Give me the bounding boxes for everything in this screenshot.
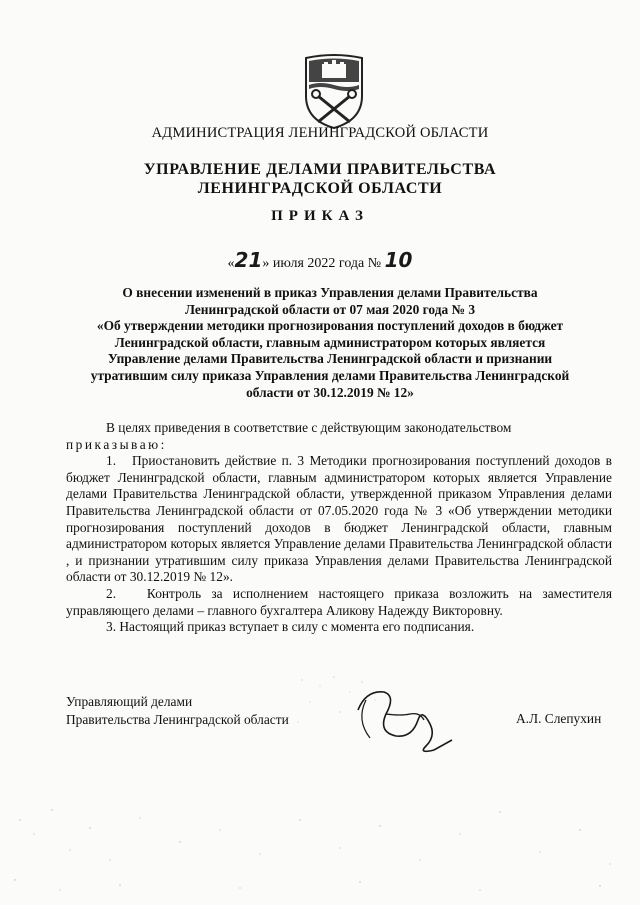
open-quote: « [227, 256, 235, 271]
scan-noise [290, 672, 390, 732]
close-quote: » [262, 256, 270, 271]
order-day-handwritten: 21 [234, 248, 263, 272]
coat-of-arms-emblem [300, 52, 368, 130]
subject-line: Ленинградской области, главным администратором которых является [114, 334, 546, 350]
body-intro: В целях приведения в соответствие с действующим законодательством [106, 420, 512, 435]
signatory-name: А.Л. Слепухин [516, 711, 602, 726]
subject-line: О внесении изменений в приказ Управления делами Правительства [122, 285, 538, 300]
body-directive: приказываю: [66, 436, 167, 452]
department-title-line1: УПРАВЛЕНИЕ ДЕЛАМИ ПРАВИТЕЛЬСТВА [143, 161, 497, 178]
order-body [66, 420, 612, 636]
subject-line: области от 30.12.2019 № 12» [246, 384, 414, 400]
order-number-handwritten: 10 [384, 248, 413, 272]
body-item-2: 2. Контроль за исполнением настоящего приказа возложить на заместителя управляющего делами – главного бухгалтера Аликову Надежду Викторовну. [66, 585, 612, 618]
document-type-heading: ПРИКАЗ [271, 208, 369, 224]
administration-title: АДМИНИСТРАЦИЯ ЛЕНИНГРАДСКОЙ ОБЛАСТИ [151, 125, 489, 141]
subject-line: утратившим силу приказа Управления делами Правительства Ленинградской [90, 367, 570, 383]
body-item-3: 3. Настоящий приказ вступает в силу с момента его подписания. [106, 619, 475, 635]
department-title [0, 160, 640, 198]
subject-line: Ленинградской области от 07 мая 2020 года № 3 [184, 301, 476, 317]
subject-line: Управление делами Правительства Ленинградской области и признании [107, 351, 553, 367]
order-date-number [0, 248, 640, 272]
body-item-1: 1. Приостановить действие п. 3 Методики прогнозирования поступлений доходов в бюджет Ленинградской области, главным администратором которых является Управление делами Правительства Ленинградской области, утвержденной приказом Управления делами Правительства Ленинградской области от 07.05.2020 года № 3 «Об утверждении методики прогнозирования поступлений доходов в бюджет Ленинградской области, главным администратором которых является Управление делами Правительства Ленинградской области , и признании утратившим силу приказа Управления делами Правительства Ленинградской области от 30.12.2019 № 12». [66, 453, 612, 585]
order-month-year: июля 2022 года № [272, 256, 382, 271]
subject-line: «Об утверждении методики прогнозирования поступлений доходов в бюджет [96, 318, 564, 334]
signatory-position-line1: Управляющий делами [66, 694, 193, 709]
scan-noise [0, 790, 640, 905]
signatory-position [66, 693, 289, 729]
signatory-position-line2: Правительства Ленинградской области [66, 712, 289, 727]
order-subject [60, 285, 600, 401]
department-title-line2: ЛЕНИНГРАДСКОЙ ОБЛАСТИ [197, 180, 443, 197]
